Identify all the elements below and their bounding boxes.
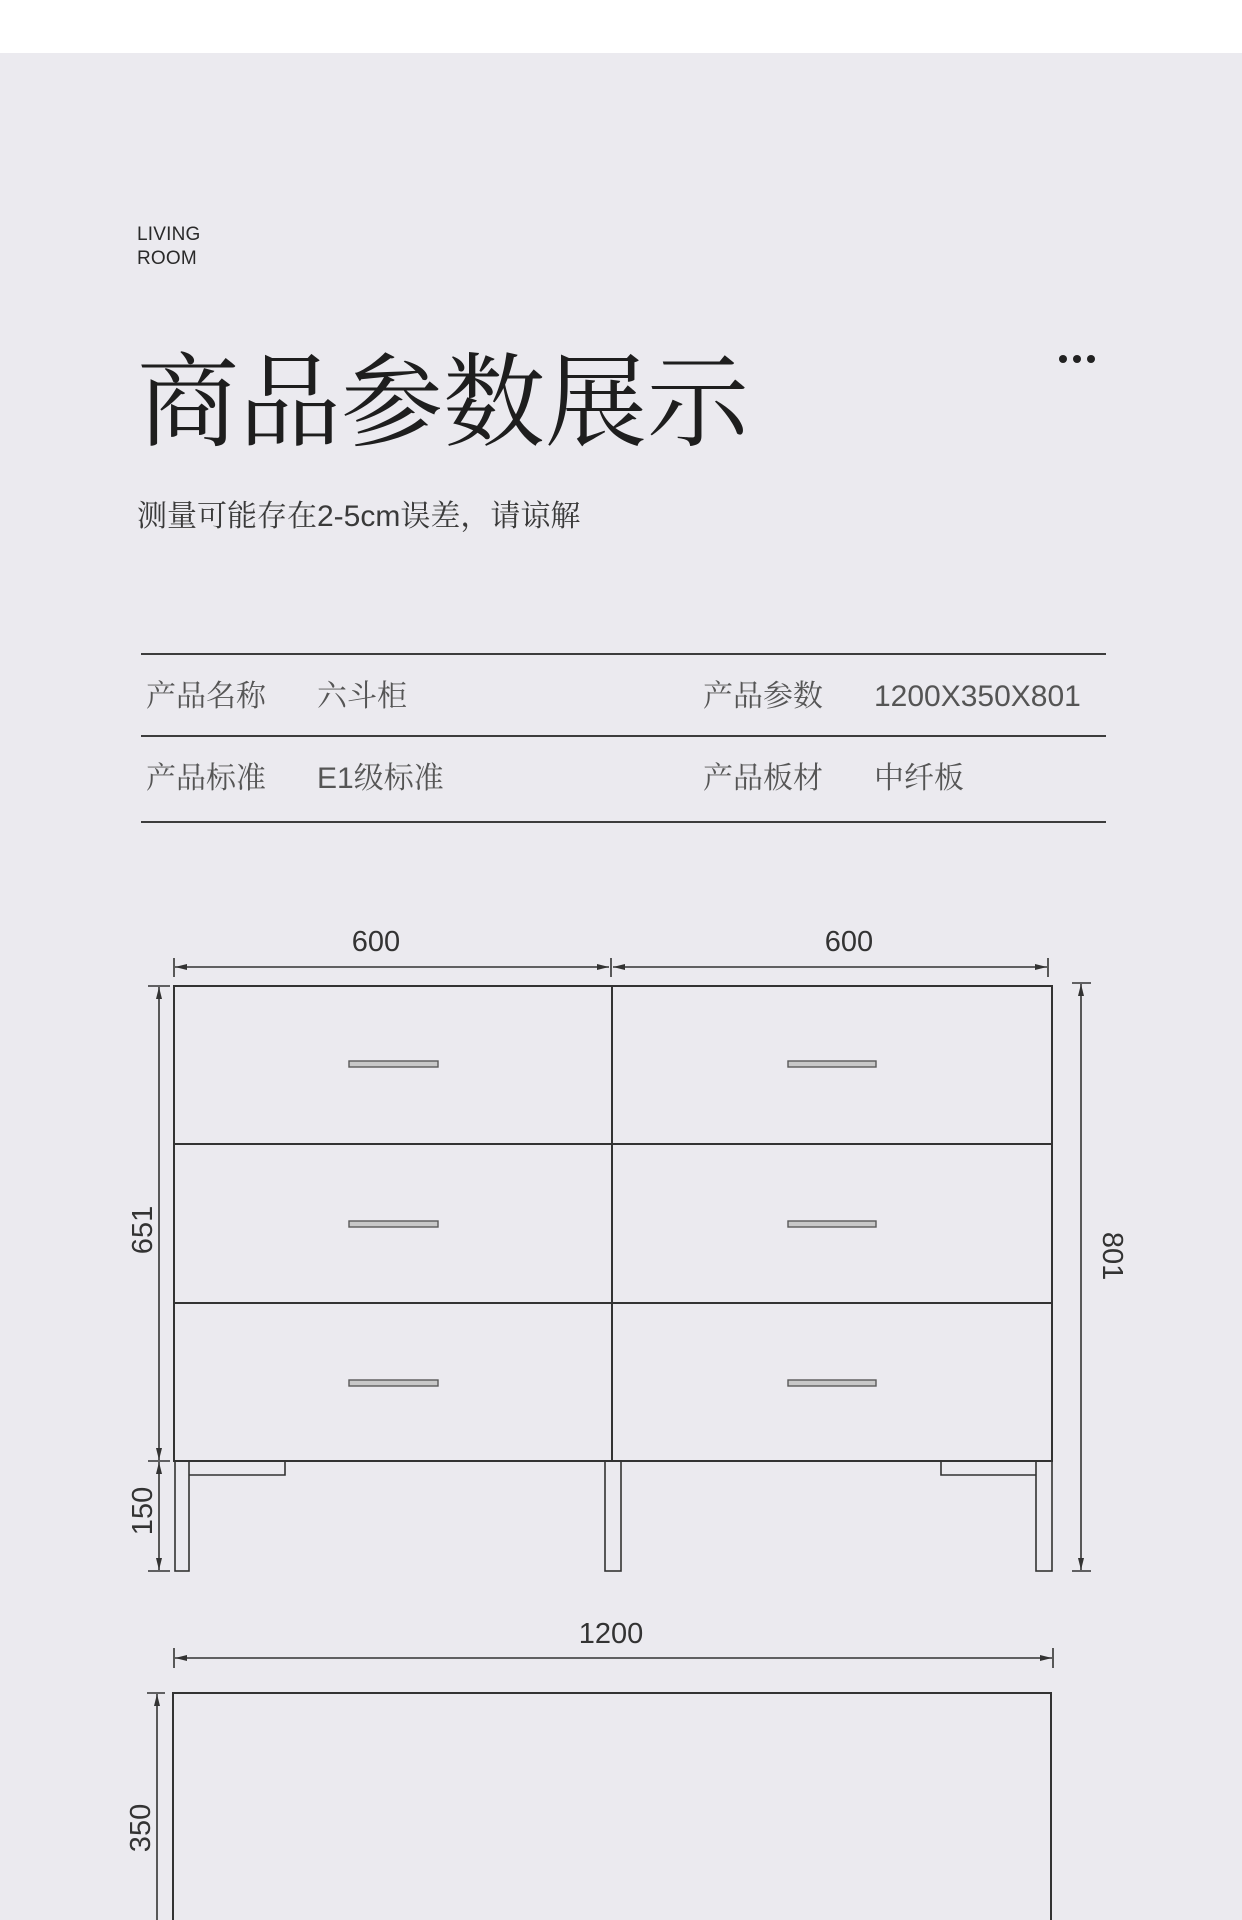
cabinet-top-view [173,1693,1051,1920]
dim-label-depth: 350 [125,1803,157,1853]
leg-middle [605,1461,621,1571]
leg-left [175,1461,189,1571]
drawer-handle-right-2 [788,1221,876,1227]
drawer-handle-left-1 [349,1061,438,1067]
dim-label-body-height: 651 [127,1205,159,1255]
spec-value-material: 中纤板 [874,762,964,795]
measurement-note: 测量可能存在2-5cm误差，请谅解 [137,500,581,533]
leg-bracket-left [189,1461,285,1475]
spec-value-dimensions: 1200X350X801 [874,680,1081,713]
dim-label-leg-height: 150 [127,1486,159,1536]
dim-label-width-right: 600 [824,926,874,958]
spec-label-dimensions: 产品参数 [703,680,823,713]
drawer-handle-right-3 [788,1380,876,1386]
page-title: 商品参数展示 [137,346,749,460]
dim-label-total-height: 801 [1096,1231,1128,1281]
leg-right [1036,1461,1052,1571]
spec-value-standard: E1级标准 [317,762,444,795]
spec-label-name: 产品名称 [146,680,266,713]
drawer-handle-left-2 [349,1221,438,1227]
spec-label-standard: 产品标准 [146,762,266,795]
spec-label-material: 产品板材 [703,762,823,795]
kicker-room: ROOM [137,248,197,269]
spec-value-name: 六斗柜 [317,680,407,713]
leg-bracket-right [941,1461,1036,1475]
dim-label-top-width: 1200 [578,1618,644,1650]
drawer-handle-right-1 [788,1061,876,1067]
kicker-living: LIVING [137,224,201,245]
drawer-handle-left-3 [349,1380,438,1386]
dim-label-width-left: 600 [351,926,401,958]
